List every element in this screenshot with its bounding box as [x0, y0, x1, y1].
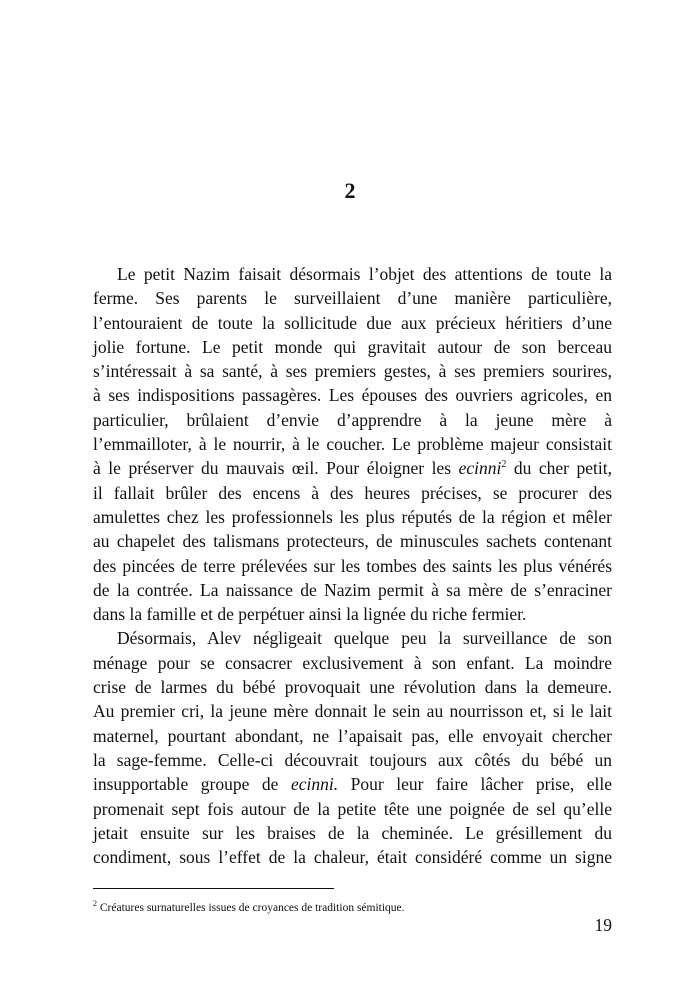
footnote-rule [93, 888, 334, 889]
text-line [93, 262, 612, 286]
text-line [93, 335, 612, 359]
text-run: Désormais, Alev négligeait quelque peu la surveillance de son [117, 628, 612, 649]
footnote-reference: 2 [501, 459, 507, 471]
text-line [93, 481, 612, 505]
text-line [93, 456, 612, 480]
text-run: Le petit Nazim faisait désormais l’objet des attentions de toute la [117, 264, 612, 284]
emphasis: ecinni [458, 458, 502, 479]
text-run: particulier, brûlaient d’envie d’apprendre à la jeune mère à [93, 409, 612, 430]
text-line [93, 651, 612, 675]
text-run: il fallait brûler des encens à des heures précises, se procurer des [93, 482, 612, 503]
text-line [93, 626, 612, 650]
text-run: l’emmailloter, à le nourrir, à le coucher. Le problème majeur consistait [93, 434, 612, 455]
text-line [93, 554, 612, 578]
text-run: des pincées de terre prélevées sur les tombes des saints les plus vénérés [93, 555, 612, 576]
text-line [93, 797, 612, 821]
text-run: de la contrée. La naissance de Nazim permit à sa mère de s’enraciner [93, 579, 612, 600]
text-line [93, 772, 612, 796]
text-run: à ses indispositions passagères. Les épouses des ouvriers agricoles, en [93, 385, 612, 406]
footnote [93, 901, 612, 915]
text-line [93, 505, 612, 529]
text-line [93, 408, 612, 432]
text-line [93, 432, 612, 456]
text-line [93, 602, 612, 626]
footnote-text: Créatures surnaturelles issues de croyances de tradition sémitique. [97, 902, 405, 914]
text-line [93, 578, 612, 602]
paragraph [93, 262, 612, 626]
text-run: dans la famille et de perpétuer ainsi la lignée du riche fermier. [93, 604, 527, 625]
text-run: ferme. Ses parents le surveillaient d’une manière particulière, [93, 288, 612, 309]
text-run: ménage pour se consacrer exclusivement à son enfant. La moindre [93, 652, 612, 673]
text-run: insupportable groupe de [93, 774, 291, 795]
text-run: Au premier cri, la jeune mère donnait le sein au nourrisson et, si le lait [93, 701, 612, 722]
text-run: à le préserver du mauvais œil. Pour éloigner les [93, 458, 459, 479]
chapter-number: 2 [344, 178, 356, 203]
text-run: l’entouraient de toute la sollicitude due aux précieux héritiers d’une [93, 312, 612, 333]
text-line [93, 359, 612, 383]
text-run: jetait ensuite sur les braises de la cheminée. Le grésillement du [93, 822, 612, 843]
text-run: du cher petit, [506, 458, 612, 479]
text-run: promenait sept fois autour de la petite tête une poignée de sel qu’elle [93, 798, 612, 819]
page-number: 19 [594, 915, 612, 935]
text-line [93, 821, 612, 845]
text-line [93, 675, 612, 699]
text-run: s’intéressait à sa santé, à ses premiers gestes, à ses premiers sourires, [93, 361, 612, 382]
text-run: condiment, sous l’effet de la chaleur, était considéré comme un signe [93, 847, 612, 868]
body-text [93, 262, 612, 869]
text-line [93, 724, 612, 748]
text-line [93, 699, 612, 723]
text-run: crise de larmes du bébé provoquait une révolution dans la demeure. [93, 677, 612, 698]
footnote-marker: 2 [93, 899, 97, 909]
text-line [93, 311, 612, 335]
text-line [93, 286, 612, 310]
text-run: Pour leur faire lâcher prise, elle [338, 774, 612, 795]
text-run: jolie fortune. Le petit monde qui gravitait autour de son berceau [93, 336, 612, 357]
paragraph [93, 626, 612, 869]
text-run: au chapelet des talismans protecteurs, de minuscules sachets contenant [93, 531, 612, 552]
text-run: amulettes chez les professionnels les plus réputés de la région et mêler [93, 506, 612, 527]
text-line [93, 529, 612, 553]
text-run: maternel, pourtant abondant, ne l’apaisait pas, elle envoyait chercher [93, 725, 612, 746]
text-line [93, 748, 612, 772]
text-line [93, 383, 612, 407]
text-run: la sage-femme. Celle-ci découvrait toujours aux côtés du bébé un [93, 749, 612, 770]
text-line [93, 845, 612, 869]
emphasis: ecinni. [290, 774, 339, 795]
